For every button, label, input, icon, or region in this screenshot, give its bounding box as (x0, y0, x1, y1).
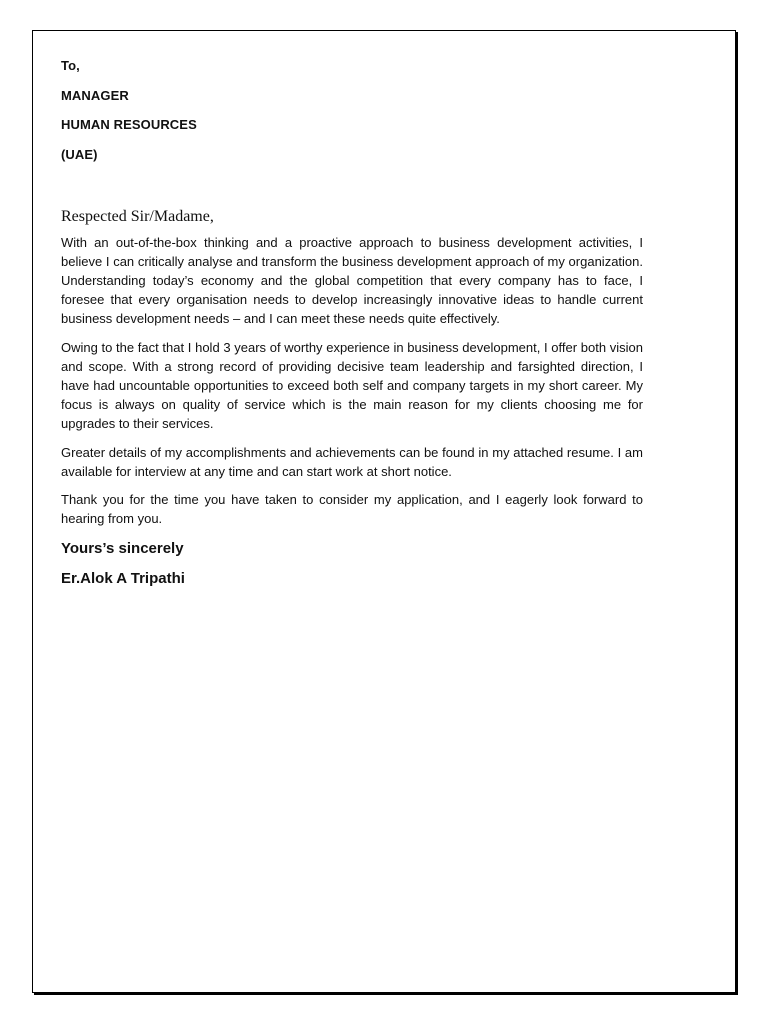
recipient-to: To, (61, 58, 80, 73)
recipient-location: (UAE) (61, 146, 98, 162)
body-paragraph-4: Thank you for the time you have taken to consider my application, and I eagerly look forward to hearing from you. (61, 491, 643, 527)
recipient-title: MANAGER (61, 87, 129, 103)
body-paragraph-1: With an out-of-the-box thinking and a proactive approach to business development activities, I believe I can critically analyse and transform the business development approach of my organization. Understanding today’s economy and the global competition that every company has to face, I foresee that every organisation needs to develop increasingly innovative ideas to handle current business development needs – and I can meet these needs quite effectively. (61, 234, 643, 327)
recipient-department: HUMAN RESOURCES (61, 117, 197, 132)
cover-letter (61, 58, 643, 589)
signature: Er.Alok A Tripathi (61, 570, 185, 588)
closing: Yours’s sincerely (61, 540, 184, 558)
body-paragraph-2: Owing to the fact that I hold 3 years of worthy experience in business development, I offer both vision and scope. With a strong record of providing decisive team leadership and farsighted direction, I have had uncountable opportunities to exceed both self and company targets in my short career. My focus is always on quality of service which is the main reason for my clients choosing me for upgrades to their services. (61, 339, 643, 432)
salutation: Respected Sir/Madame, (61, 207, 214, 225)
body-paragraph-3: Greater details of my accomplishments and achievements can be found in my attached resume. I am available for interview at any time and can start work at short notice. (61, 444, 643, 479)
